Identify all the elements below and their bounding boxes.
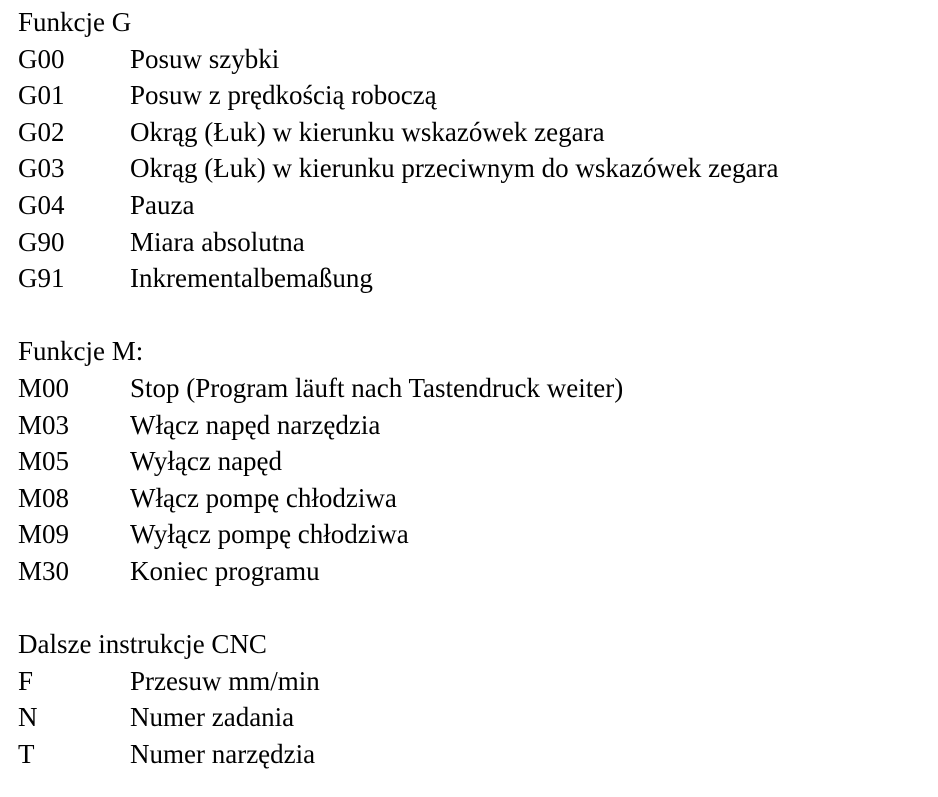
description: Posuw szybki: [130, 43, 280, 74]
list-item: [18, 41, 928, 78]
code: M08: [18, 482, 70, 513]
list-item: [18, 150, 928, 187]
section-other-cnc: [18, 626, 928, 772]
list-item: [18, 699, 928, 736]
description: Numer zadania: [130, 702, 295, 733]
list-item: [18, 736, 928, 773]
list-item: [18, 370, 928, 407]
code: M30: [18, 555, 70, 586]
description: Posuw z prędkością roboczą: [130, 80, 437, 111]
code: F: [18, 665, 34, 696]
section-m-functions: [18, 333, 928, 589]
description: Wyłącz napęd: [130, 446, 283, 477]
document: [18, 4, 928, 772]
list-item: [18, 407, 928, 444]
description: Miara absolutna: [130, 226, 305, 257]
description: Okrąg (Łuk) w kierunku wskazówek zegara: [130, 116, 605, 147]
section-title: Funkcje M:: [18, 336, 144, 367]
list-item: [18, 516, 928, 553]
description: Włącz pompę chłodziwa: [130, 482, 397, 513]
list-item: [18, 443, 928, 480]
list-item: [18, 553, 928, 590]
description: Numer narzędzia: [130, 738, 316, 769]
code: G00: [18, 43, 65, 74]
description: Inkrementalbemaßung: [130, 263, 373, 294]
code: T: [18, 738, 35, 769]
code: M00: [18, 372, 70, 403]
list-item: [18, 224, 928, 261]
code: G90: [18, 226, 65, 257]
section-gap: [18, 590, 928, 627]
code: G01: [18, 80, 65, 111]
section-gap: [18, 297, 928, 334]
code: M05: [18, 446, 70, 477]
list-item: [18, 260, 928, 297]
list-item: [18, 187, 928, 224]
description: Włącz napęd narzędzia: [130, 409, 381, 440]
description: Przesuw mm/min: [130, 665, 320, 696]
description: Okrąg (Łuk) w kierunku przeciwnym do wskazówek zegara: [130, 153, 779, 184]
list-item: [18, 77, 928, 114]
description: Pauza: [130, 189, 195, 220]
list-item: [18, 663, 928, 700]
section-title: Dalsze instrukcje CNC: [18, 629, 267, 660]
code: G02: [18, 116, 65, 147]
list-item: [18, 114, 928, 151]
section-g-functions: [18, 4, 928, 297]
code: N: [18, 702, 38, 733]
code: M03: [18, 409, 70, 440]
description: Stop (Program läuft nach Tastendruck weiter): [130, 372, 624, 403]
code: G04: [18, 189, 65, 220]
list-item: [18, 480, 928, 517]
code: G91: [18, 263, 65, 294]
section-title: Funkcje G: [18, 7, 132, 37]
description: Koniec programu: [130, 555, 320, 586]
description: Wyłącz pompę chłodziwa: [130, 519, 409, 550]
code: G03: [18, 153, 65, 184]
code: M09: [18, 519, 70, 550]
